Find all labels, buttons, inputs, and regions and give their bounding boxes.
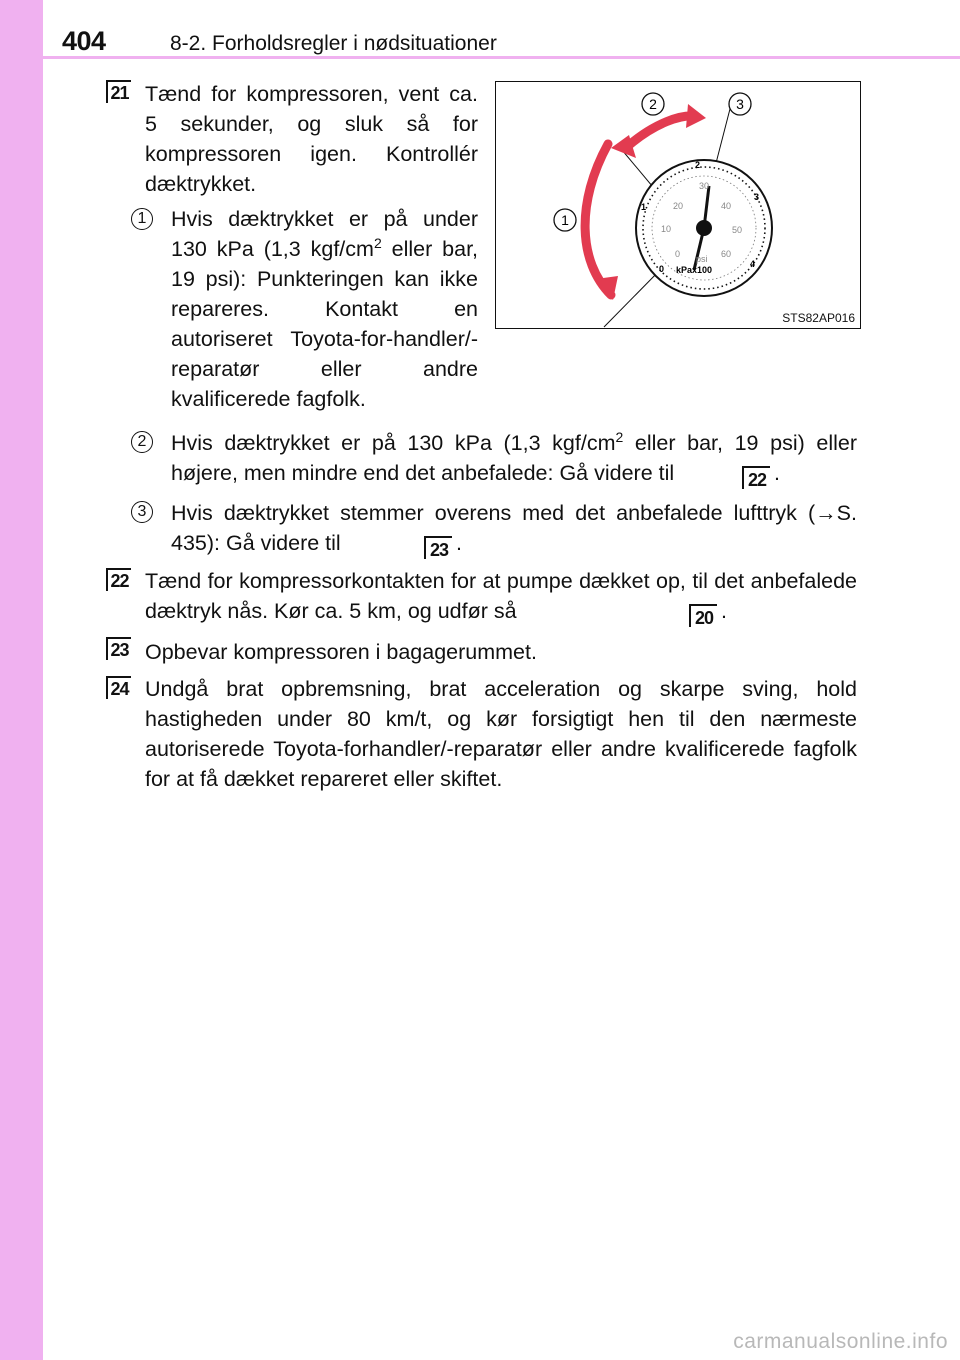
subitem-2-end: . [774,461,780,485]
subitem-3-end: . [456,531,462,555]
figure-code: STS82AP016 [782,311,855,325]
subitem-3-text: Hvis dæktrykket stemmer overens med det anbefalede lufttryk (→S. 435): Gå videre til [171,501,857,555]
gauge-hub [696,220,712,236]
psi-label-10: 10 [661,224,672,234]
section-title: 8-2. Forholdsregler i nødsituationer [170,32,497,55]
step-badge-24: 24 [106,676,131,699]
header-rule [43,56,960,59]
psi-label-20: 20 [673,201,684,211]
subitem-number-2: 2 [131,431,153,453]
kpa-label-3: 3 [754,192,760,202]
step-badge-22: 22 [106,568,131,591]
step-22-end: . [721,599,727,623]
ref-badge-23[interactable]: 23 [424,536,452,559]
kpa-label-0: 0 [659,264,665,274]
arrow-glyph: → [815,501,837,525]
watermark: carmanualsonline.info [733,1330,948,1353]
side-color-band [0,0,43,1360]
page-number: 404 [62,26,106,56]
ref-badge-20[interactable]: 20 [689,604,717,627]
tire-pressure-gauge-figure [495,81,861,329]
subitem-1-text: Hvis dæktrykket er på under 130 kPa (1,3 kgf/$cm^2$ eller bar, 19 psi): Punkteringen kan ikke repareres. Kontakt en autoriseret Toyota-for-handler/-reparatør eller andre kvalificerede fagfolk. [171,207,479,411]
arrow-decrease [585,144,611,295]
step-22-text: Tænd for kompressorkontakten for at pumpe dækket op, til det anbefalede dæktryk nås. Kør ca. 5 km, og udfør så [145,569,857,623]
psi-label-0: 0 [675,249,681,259]
subitem-2-text: Hvis dæktrykket er på 130 kPa (1,3 kgf/$cm^2$ eller bar, 19 psi) eller højere, men mindre end det anbefalede: Gå videre til [171,428,857,485]
callout-2-label: 2 [649,96,657,112]
psi-label-40: 40 [721,201,732,211]
arrow-increase [628,116,694,146]
callout-1-label: 1 [561,212,569,228]
pressure-gauge-illustration [496,82,862,330]
ref-badge-22[interactable]: 22 [742,466,770,489]
psi-label-60: 60 [721,249,732,259]
arrow-increase-head [686,104,706,128]
psi-label-50: 50 [732,225,743,235]
kpa-label-1: 1 [641,202,647,212]
step-badge-21: 21 [106,80,131,103]
kpa-unit-label: kPax100 [676,265,713,275]
leader-line-callout3 [715,105,731,167]
kpa-label-4: 4 [750,259,756,269]
callout-3-label: 3 [736,96,744,112]
step-24-text: Undgå brat opbremsning, brat acceleration og skarpe sving, hold hastigheden under 80 km/t, og kør forsigtigt hen til den nærmeste autoriserede Toyota-forhandler/-reparatør eller andre kvalificerede fagfolk for at få dækket repareret eller skiftet. [145,677,857,791]
step-23-text: Opbevar kompressoren i bagagerummet. [145,640,537,664]
subitem-number-1: 1 [131,208,153,230]
step-21-text: Tænd for kompressoren, vent ca. 5 sekunder, og sluk så for kompressoren igen. Kontrollér dæktrykket. [145,82,478,196]
subitem-number-3: 3 [131,501,153,523]
psi-label-30: 30 [699,181,710,191]
step-badge-23: 23 [106,637,131,660]
psi-unit-label: psi [696,254,708,264]
kpa-label-2: 2 [695,160,701,170]
